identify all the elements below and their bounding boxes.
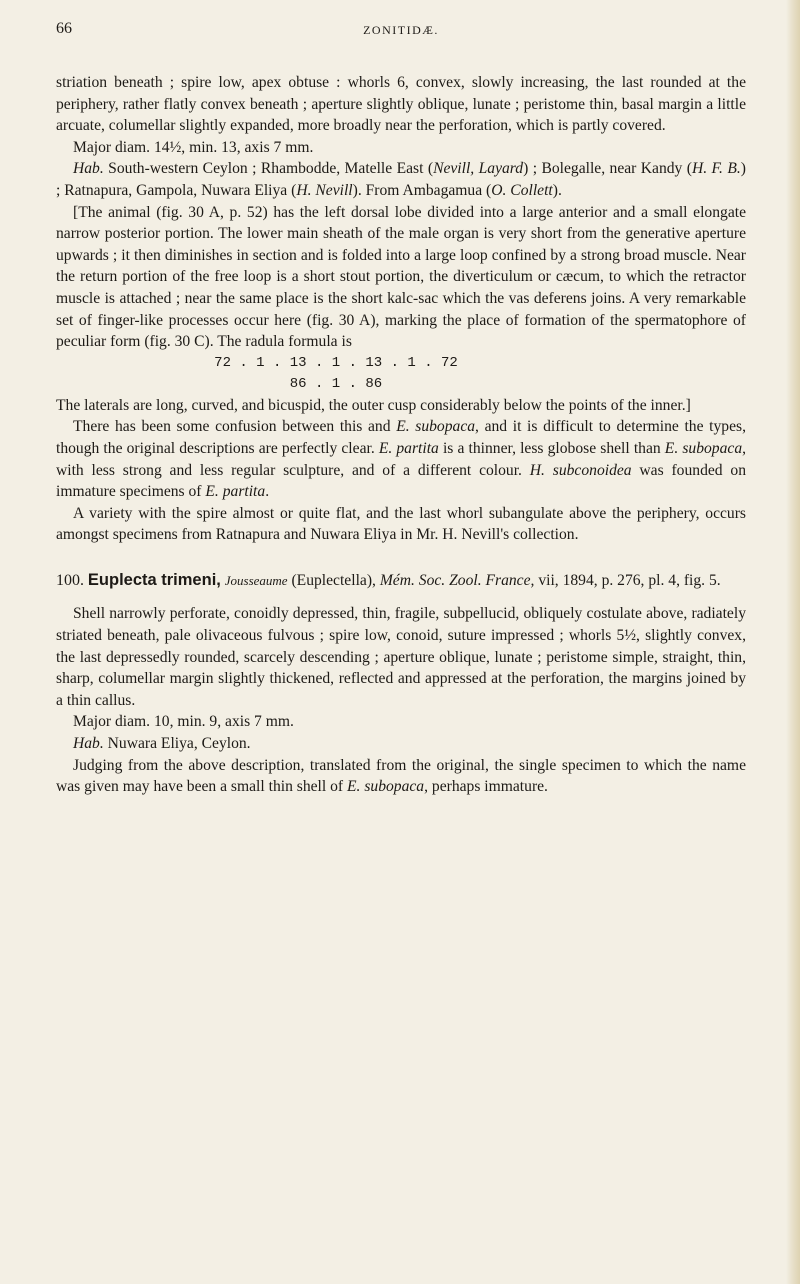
judging-paragraph: Judging from the above description, translated from the original, the single specimen to which the name was given may have been a small thin shell of E. subopaca, perhaps immature. — [56, 756, 746, 796]
page-header — [56, 20, 746, 42]
formula-line-2: 86 . 1 . 86 — [289, 375, 383, 392]
laterals-paragraph: The laterals are long, curved, and bicuspid, the outer cusp considerably below the points of the inner.] — [56, 396, 691, 414]
radula-formula — [56, 353, 466, 395]
measurements: Major diam. 14½, min. 13, axis 7 mm. — [73, 138, 314, 156]
variety-paragraph: A variety with the spire almost or quite flat, and the last whorl subangulate above the periphery, occurs amongst specimens from Ratnapura and Nuwara Eliya in Mr. H. Nevill's collection. — [56, 504, 746, 544]
formula-line-1: 72 . 1 . 13 . 1 . 13 . 1 . 72 — [214, 354, 458, 371]
species-name: Euplecta trimeni, — [87, 570, 221, 589]
page-body — [56, 72, 746, 798]
hab-label: Hab. — [73, 160, 104, 178]
description-continued: striation beneath ; spire low, apex obtuse : whorls 6, convex, slowly increasing, the last rounded at the periphery, rather flatly convex beneath ; aperture slightly oblique, lunate ; peristome thin, basal margin a little arcuate, columellar slightly expanded, more broadly near the perforation, which is partly covered. — [56, 74, 746, 135]
species-author: Jousseaume — [224, 572, 288, 588]
page-number: 66 — [56, 20, 72, 37]
running-head: ZONITIDÆ. — [363, 23, 439, 37]
anatomy-paragraph: [The animal (fig. 30 A, p. 52) has the left dorsal lobe divided into a large anterior and a small elongate narrow posterior portion. The lower main sheath of the male organ is very short from the generative aperture upwards ; it then diminishes in section and is folded into a large loop confined by a strong broad muscle. Near the return portion of the free loop is a short stout portion, the diverticulum or cæcum, to which the retractor muscle is attached ; near the same place is the short kalc-sac which the vas deferens joins. A very remarkable set of finger-like processes occur here (fig. 30 A), marking the place of formation of the spermatophore of peculiar form (fig. 30 C). The radula formula is — [56, 203, 746, 351]
habitat-paragraph-2: Hab. Nuwara Eliya, Ceylon. — [73, 735, 251, 753]
page-edge — [786, 0, 800, 1284]
measurements-2: Major diam. 10, min. 9, axis 7 mm. — [73, 713, 294, 731]
species-heading: 100. Euplecta trimeni, Jousseaume (Euplectella), Mém. Soc. Zool. France, vii, 1894, p. 276, pl. 4, fig. 5. — [56, 570, 721, 589]
species-number: 100. — [56, 571, 84, 589]
habitat-paragraph: Hab. South-western Ceylon ; Rhambodde, Matelle East (Nevill, Layard) ; Bolegalle, near Kandy (H. F. B.) ; Ratnapura, Gampola, Nuwara Eliya (H. Nevill). From Ambagamua (O. Collett). — [56, 160, 746, 199]
confusion-paragraph: There has been some confusion between this and E. subopaca, and it is difficult to determine the types, though the original descriptions are perfectly clear. E. partita is a thinner, less globose shell than E. subopaca, with less strong and less regular sculpture, and of a different colour. H. subconoidea was founded on immature specimens of E. partita. — [56, 418, 747, 501]
shell-description: Shell narrowly perforate, conoidly depressed, thin, fragile, subpellucid, obliquely costulate above, radiately striated beneath, pale olivaceous fulvous ; spire low, conoid, suture impressed ; whorls 5½, slightly convex, the last depressedly rounded, scarcely descending ; aperture oblique, lunate ; peristome simple, straight, thin, sharp, columellar margin slightly thickened, reflected and appressed at the perforation, the margins joined by a thin callus. — [56, 605, 746, 709]
species-journal: Mém. Soc. Zool. France, — [379, 571, 535, 589]
